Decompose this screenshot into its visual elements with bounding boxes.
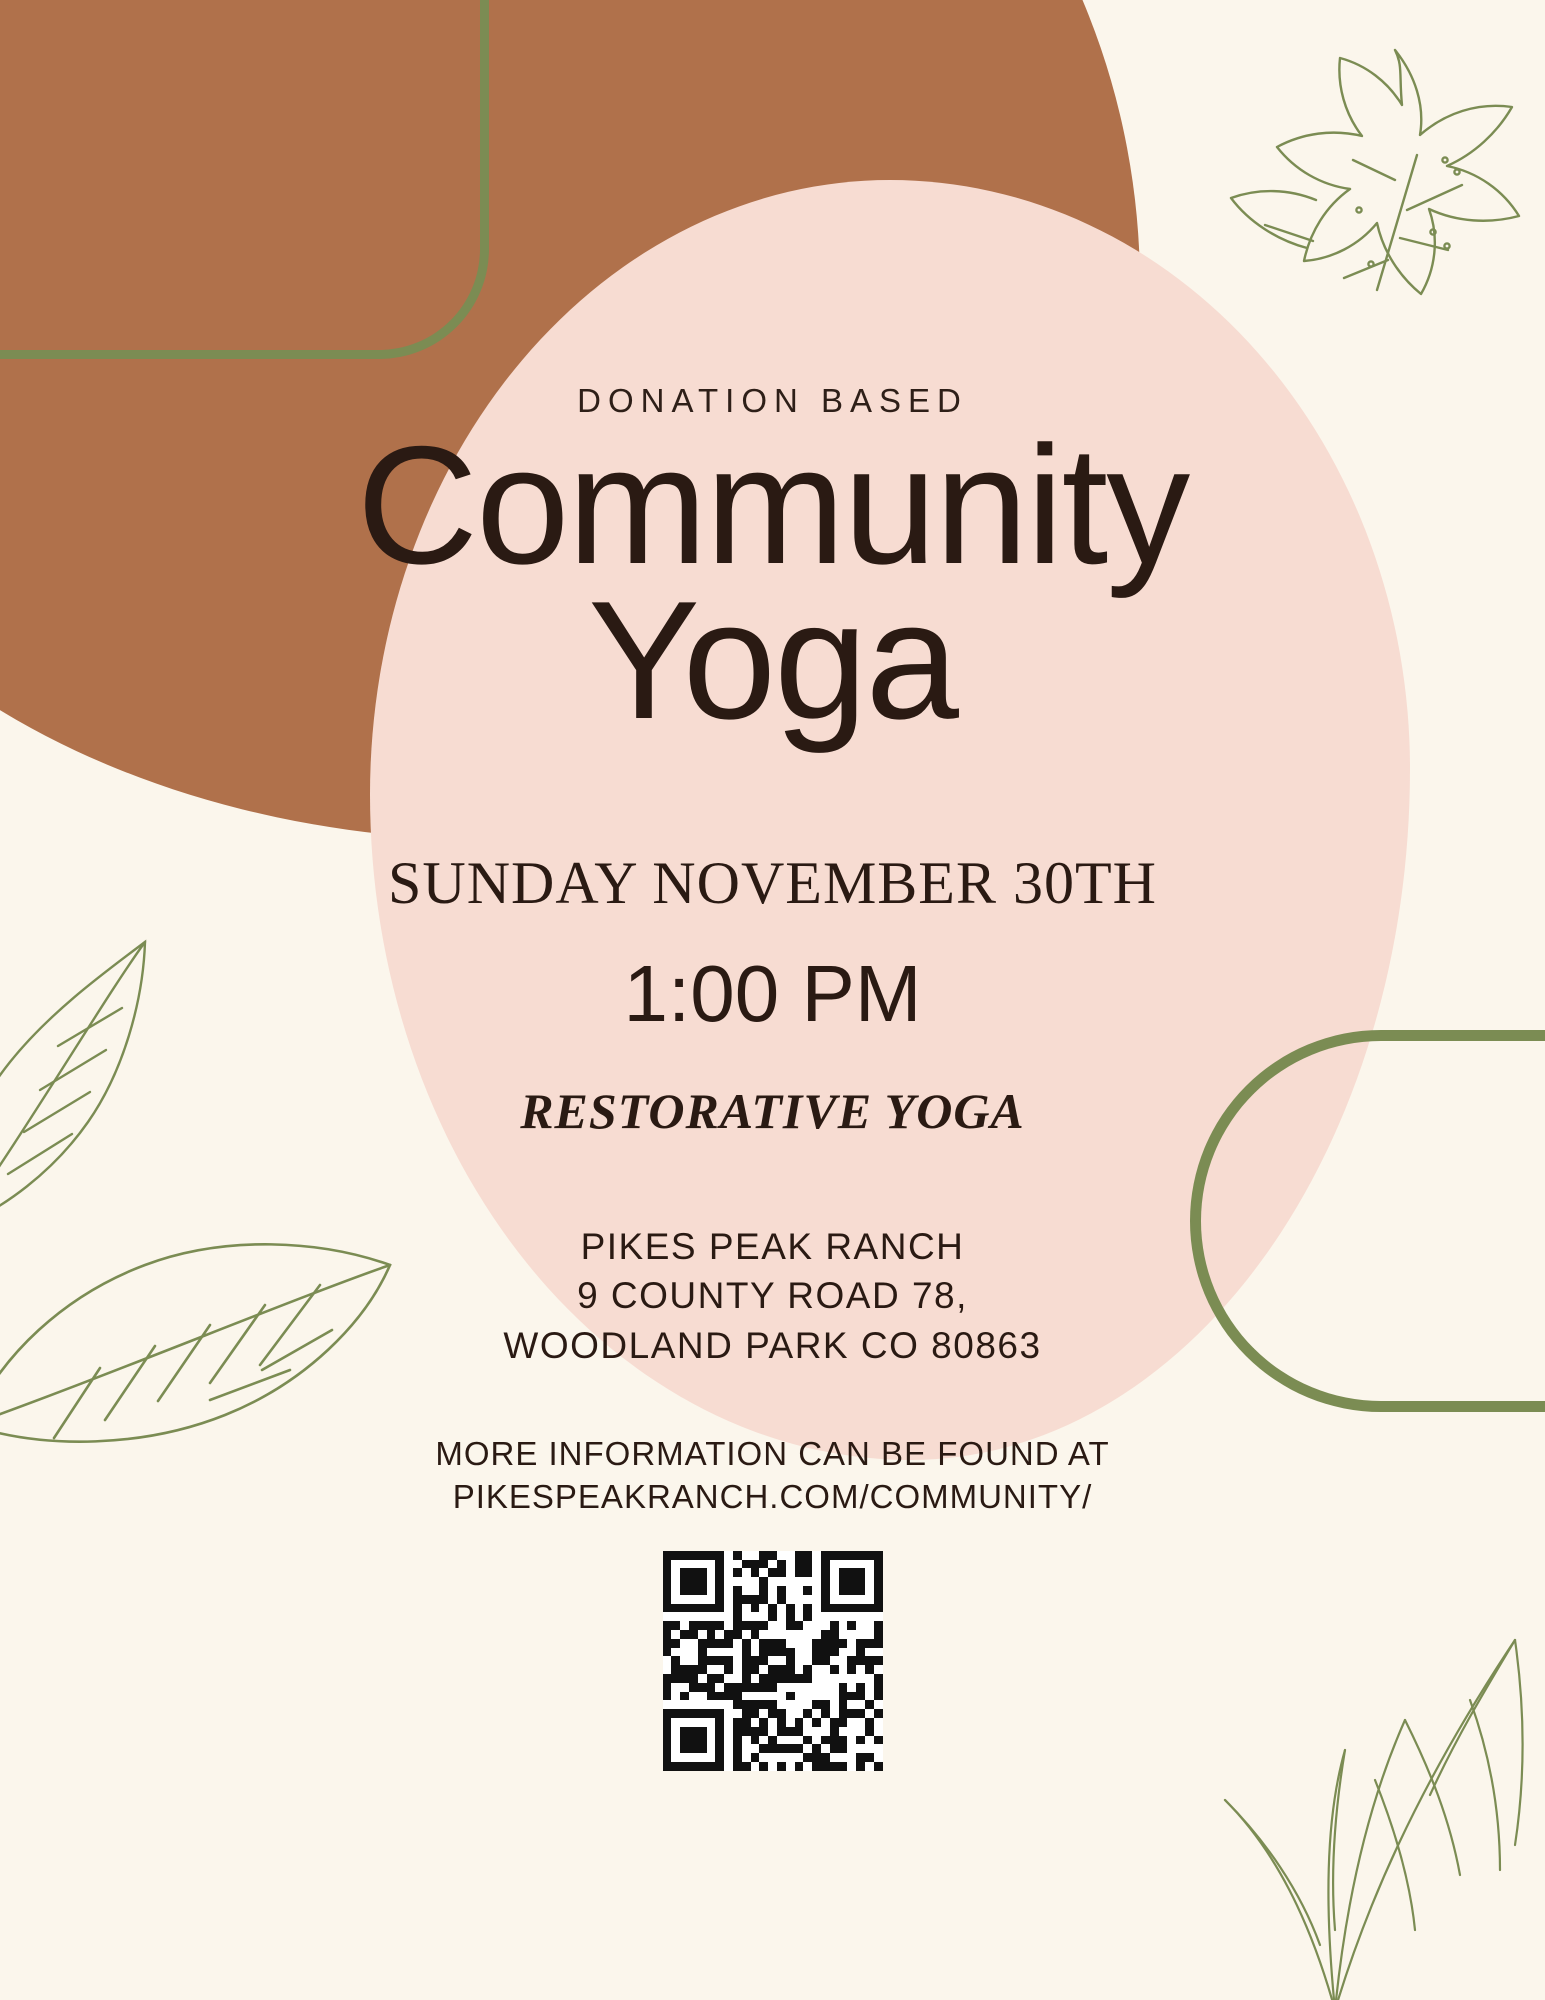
event-date: SUNDAY NOVEMBER 30TH (388, 850, 1157, 917)
eyebrow-text: DONATION BASED (577, 382, 968, 419)
event-class-name: RESTORATIVE YOGA (520, 1083, 1025, 1140)
venue-address (503, 1222, 1041, 1370)
more-information (435, 1432, 1109, 1519)
event-time: 1:00 PM (623, 949, 922, 1039)
qr-code[interactable] (663, 1551, 883, 1771)
title-line-2: Yoga (588, 565, 957, 754)
venue-line-3: WOODLAND PARK CO 80863 (503, 1324, 1042, 1366)
more-info-line-2: PIKESPEAKRANCH.COM/COMMUNITY/ (452, 1478, 1093, 1516)
more-info-line-1: MORE INFORMATION CAN BE FOUND AT (435, 1434, 1110, 1472)
page-title (133, 411, 1413, 754)
venue-line-1: PIKES PEAK RANCH (580, 1226, 965, 1268)
venue-line-2: 9 COUNTY ROAD 78, (577, 1275, 968, 1317)
title-line-1: Community (356, 411, 1189, 599)
